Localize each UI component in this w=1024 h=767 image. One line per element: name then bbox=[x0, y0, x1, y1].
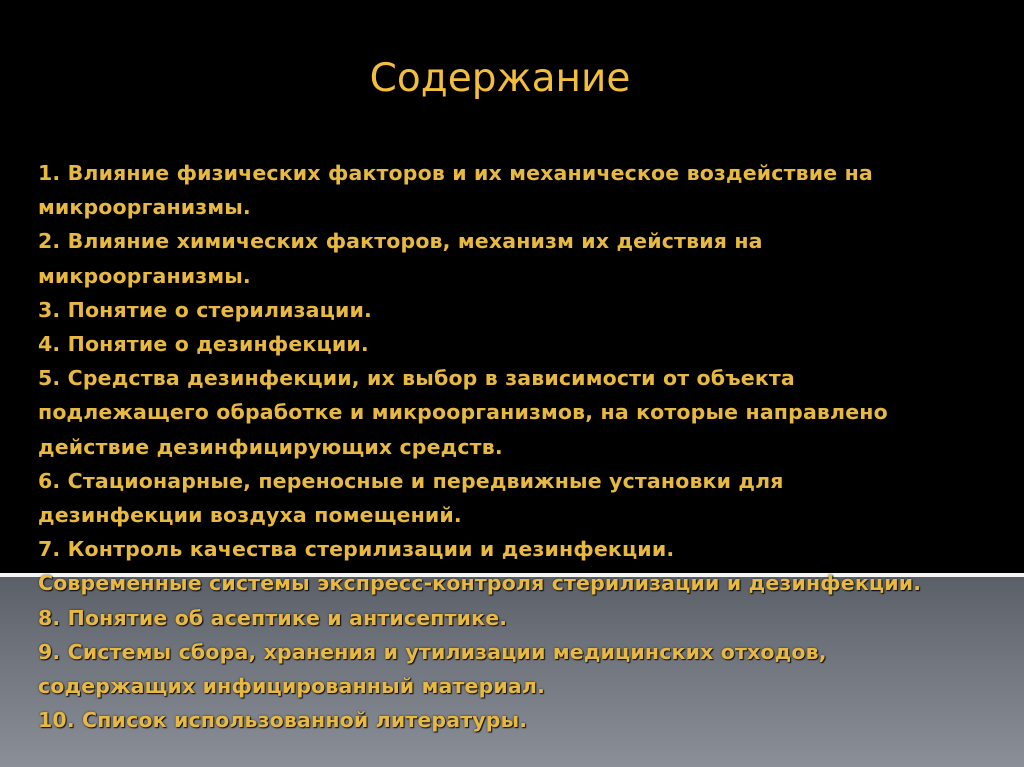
toc-line: дезинфекции воздуха помещений. bbox=[38, 503, 462, 528]
toc-line: 8. Понятие об асептике и антисептике. bbox=[38, 605, 508, 630]
toc-line: 2. Влияние химических факторов, механизм их действия на bbox=[38, 229, 763, 254]
toc-line: 3. Понятие о стерилизации. bbox=[38, 297, 372, 322]
toc-line: 9. Системы сбора, хранения и утилизации медицинских отходов, bbox=[38, 639, 827, 664]
toc-line: 6. Стационарные, переносные и передвижные установки для bbox=[38, 468, 784, 493]
toc-line: микроорганизмы. bbox=[38, 263, 251, 288]
toc-line: действие дезинфицирующих средств. bbox=[38, 434, 503, 459]
toc-line: 4. Понятие о дезинфекции. bbox=[38, 332, 369, 357]
toc-line: 5. Средства дезинфекции, их выбор в зависимости от объекта bbox=[38, 366, 795, 391]
toc-line: 1. Влияние физических факторов и их механическое воздействие на bbox=[38, 161, 873, 185]
slide-title: Содержание bbox=[369, 56, 631, 101]
toc-line: подлежащего обработке и микроорганизмов, на которые направлено bbox=[38, 400, 888, 425]
table-of-contents bbox=[38, 156, 1003, 737]
toc-line: 7. Контроль качества стерилизации и дезинфекции. bbox=[38, 537, 675, 562]
toc-line: Современные системы экспресс-контроля стерилизации и дезинфекции. bbox=[38, 571, 922, 596]
toc-line: 10. Список использованной литературы. bbox=[38, 708, 528, 733]
toc-line: микроорганизмы. bbox=[38, 195, 251, 220]
toc-line: содержащих инфицированный материал. bbox=[38, 674, 546, 699]
